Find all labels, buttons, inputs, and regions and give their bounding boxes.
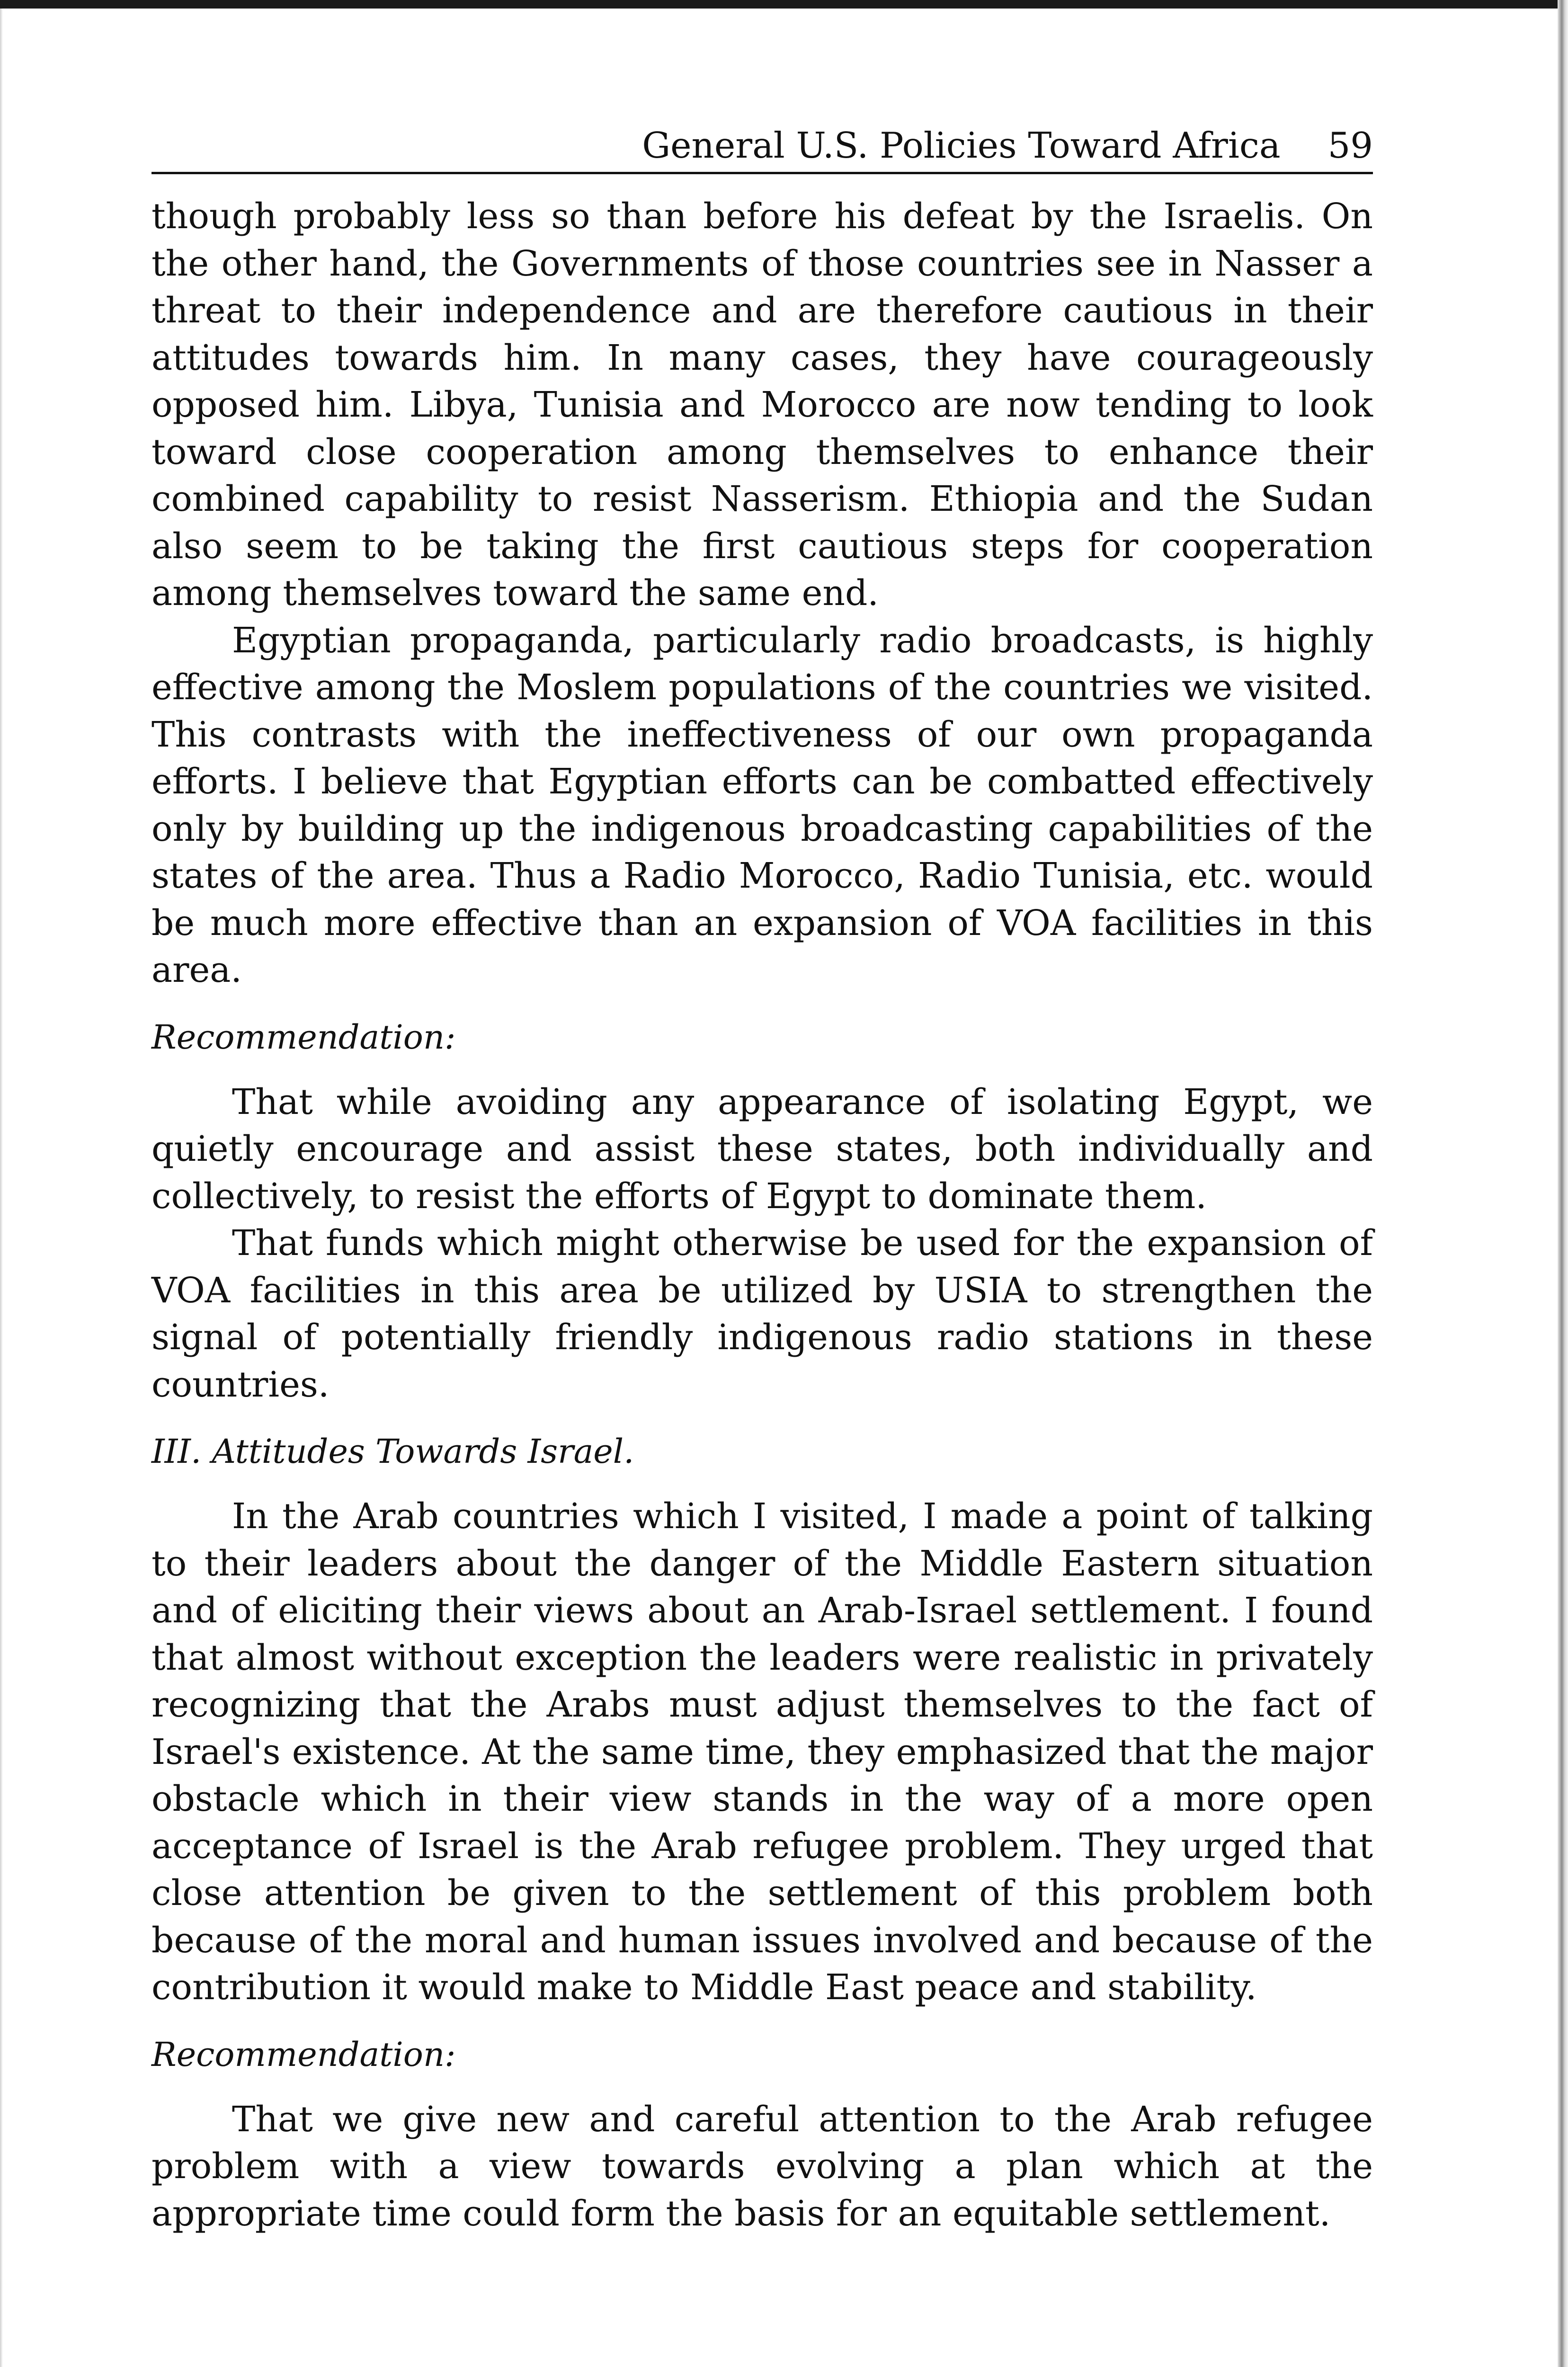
document-page: [151, 125, 1373, 2237]
recommendation-paragraph-2: That funds which might otherwise be used for the expansion of VOA facilities in this area be utilized by USIA to strengthen the signal of potentially friendly indigenous radio stations in these countries.: [151, 1223, 1373, 1405]
recommendation-heading-2: Recommendation:: [151, 2035, 456, 2074]
paragraph-israel: In the Arab countries which I visited, I made a point of talking to their leaders about the danger of the Middle Eastern situation and of eliciting their views about an Arab-Israel settlement. I found that almost without exception the leaders were realistic in privately recognizing that the Arabs must adjust themselves to the fact of Israel's existence. At the same time, they emphasized that the major obstacle which in their view stands in the way of a more open acceptance of Israel is the Arab refugee problem. They urged that close attention be given to the settlement of this problem both because of the moral and human issues involved and because of the contribution it would make to Middle East peace and stability.: [151, 1496, 1373, 2008]
recommendation-paragraph-3: That we give new and careful attention to the Arab refugee problem with a view towards evolving a plan which at the appropriate time could form the basis for an equitable settlement.: [151, 2099, 1373, 2234]
scan-right-border: [1558, 0, 1568, 2367]
body-text: [151, 193, 1373, 2237]
paragraph-continuation: though probably less so than before his defeat by the Israelis. On the other hand, the Governments of those countries see in Nasser a threat to their independence and are therefore cautious in their attitudes towards him. In many cases, they have courageously opposed him. Libya, Tunisia and Morocco are now tending to look toward close cooperation among themselves to enhance their combined capability to resist Nasserism. Ethiopia and the Sudan also seem to be taking the first cautious steps for cooperation among themselves toward the same end.: [151, 196, 1373, 614]
page-number: 59: [1327, 125, 1373, 166]
section-heading-israel: III. Attitudes Towards Israel.: [151, 1432, 634, 1471]
paragraph-propaganda: Egyptian propaganda, particularly radio broadcasts, is highly effective among the Moslem populations of the countries we visited. This contrasts with the ineffectiveness of our own propaganda efforts. I believe that Egyptian efforts can be combatted effectively only by building up the indigenous broadcasting capabilities of the states of the area. Thus a Radio Morocco, Radio Tunisia, etc. would be much more effective than an expansion of VOA facilities in this area.: [151, 620, 1373, 990]
running-header: [151, 125, 1373, 174]
scan-left-border: [0, 9, 3, 2367]
running-head-title: General U.S. Policies Toward Africa: [642, 125, 1281, 166]
scan-top-border: [0, 0, 1568, 9]
recommendation-paragraph-1: That while avoiding any appearance of isolating Egypt, we quietly encourage and assist these states, both individually and collectively, to resist the efforts of Egypt to dominate them.: [151, 1081, 1373, 1217]
recommendation-heading: Recommendation:: [151, 1017, 456, 1057]
